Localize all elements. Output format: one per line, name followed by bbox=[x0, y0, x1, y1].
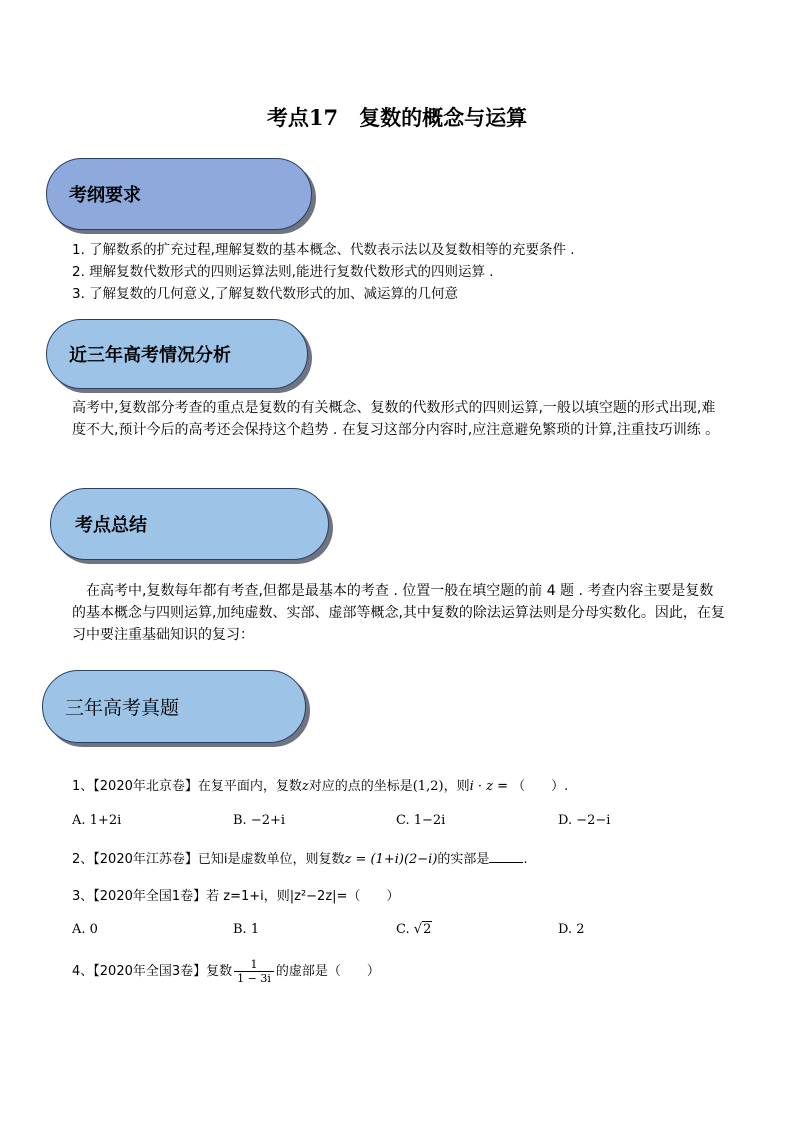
summary-paragraph: 在高考中,复数每年都有考查,但都是最基本的考查 . 位置一般在填空题的前 4 题 . 考查内容主要是复数的基本概念与四则运算,加纯虚数、实部、虚部等概念,其中复数的除法运算法则是分母实数化。因此，在复习中要注重基础知识的复习： bbox=[72, 583, 725, 643]
answer-blank bbox=[489, 850, 523, 863]
question-3: 3、【2020年全国1卷】若 z=1+i，则|z²−2z|=（ ） bbox=[72, 889, 400, 904]
section-header-label: 考纲要求 bbox=[69, 185, 141, 206]
requirement-item: 1. 了解数系的扩充过程,理解复数的基本概念、代数表示法以及复数相等的充要条件 . bbox=[72, 242, 575, 258]
section-header-label: 考点总结 bbox=[75, 515, 147, 536]
question-3-option-b: B. 1 bbox=[233, 922, 260, 937]
question-1-option-d: D. −2−i bbox=[558, 813, 611, 828]
question-3-option-d: D. 2 bbox=[558, 922, 585, 937]
question-1-option-a: A. 1+2i bbox=[72, 813, 122, 828]
section-header-summary bbox=[50, 488, 329, 560]
question-1-option-b: B. −2+i bbox=[233, 813, 286, 828]
sqrt-expression: √2 bbox=[413, 922, 432, 937]
question-4: 4、【2020年全国3卷】复数 $\frac{1}{1 - 3i}$ 的虚部是（ ） bbox=[72, 958, 380, 985]
requirement-item: 3. 了解复数的几何意义,了解复数代数形式的加、减运算的几何意 bbox=[72, 286, 458, 302]
section-header-recent-analysis bbox=[46, 319, 308, 389]
question-3-option-a: A. 0 bbox=[72, 922, 98, 937]
section-header-past-exams bbox=[42, 670, 306, 743]
section-header-exam-requirements bbox=[46, 158, 312, 230]
question-2: 2、【2020年江苏卷】已知i是虚数单位，则复数z = (1+i)(2−i)的实部是 . bbox=[72, 852, 528, 867]
question-1: 1、【2020年北京卷】在复平面内，复数z对应的点的坐标是(1,2)，则i · z = （ ）. bbox=[72, 779, 569, 794]
question-1-option-c: C. 1−2i bbox=[396, 813, 446, 828]
requirement-item: 2. 理解复数代数形式的四则运算法则,能进行复数代数形式的四则运算 . bbox=[72, 264, 494, 280]
fraction: $\frac{1}{1 - 3i}$ bbox=[234, 958, 274, 985]
section-header-label: 近三年高考情况分析 bbox=[69, 345, 231, 366]
analysis-paragraph: 高考中,复数部分考查的重点是复数的有关概念、复数的代数形式的四则运算,一般以填空题的形式出现,难度不大,预计今后的高考还会保持这个趋势 . 在复习这部分内容时,应注意避免繁琐的计算,注重技巧训练 。 bbox=[72, 400, 720, 438]
section-header-label: 三年高考真题 bbox=[65, 697, 180, 719]
question-3-option-c: C. √2 bbox=[396, 922, 432, 937]
page-title: 考点17 复数的概念与运算 bbox=[266, 105, 528, 130]
